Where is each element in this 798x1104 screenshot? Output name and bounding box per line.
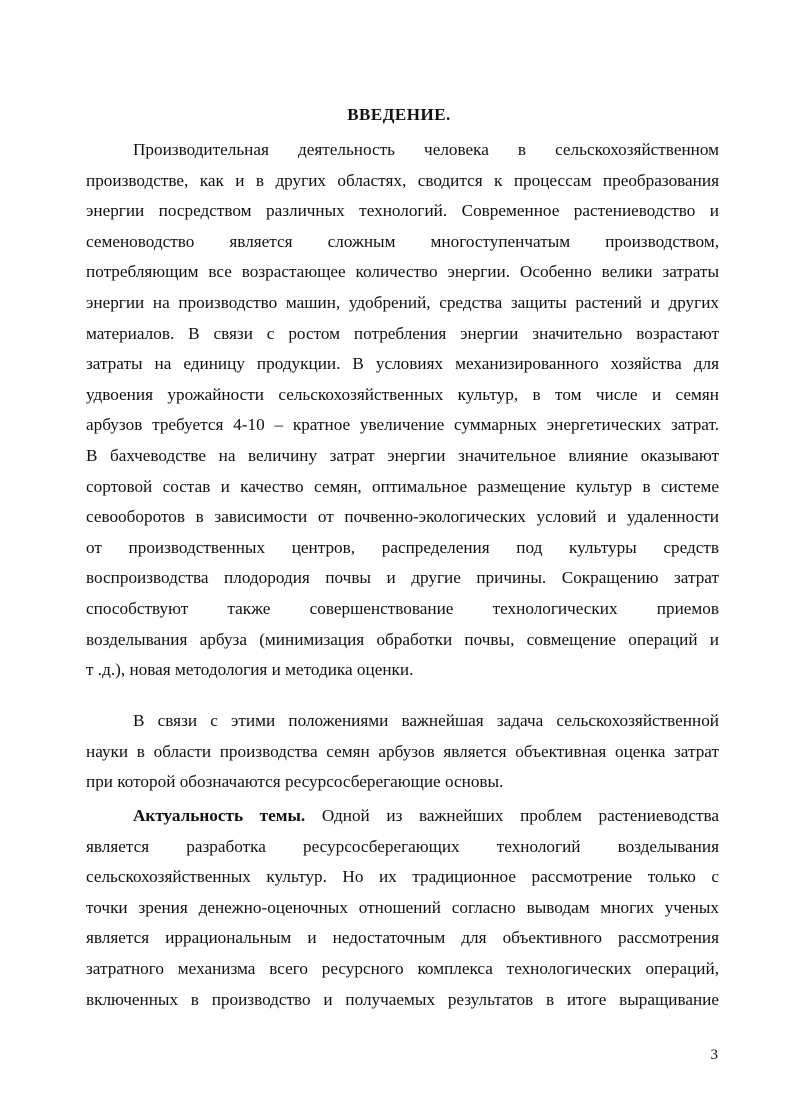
- text-line: В связи с этими положениями важнейшая задача сельскохозяйственной: [133, 711, 719, 730]
- text-line: энергии на производство машин, удобрений, средства защиты растений и других: [86, 292, 719, 312]
- text-line: способствуют также совершенствование технологических приемов: [86, 598, 719, 618]
- paragraph-relevance: [86, 801, 719, 1015]
- text-line: Производительная деятельность человека в сельскохозяйственном: [133, 140, 719, 159]
- text-line: энергии посредством различных технологий. Современное растениеводство и: [86, 201, 719, 221]
- text-line: воспроизводства плодородия почвы и другие причины. Сокращению затрат: [86, 568, 719, 588]
- text-line: точки зрения денежно-оценочных отношений согласно выводам многих ученых: [86, 897, 719, 917]
- text-line: севооборотов в зависимости от почвенно-экологических условий и удаленности: [86, 507, 719, 527]
- text-line: В бахчеводстве на величину затрат энергии значительное влияние оказывают: [86, 445, 719, 465]
- paragraph-introduction: [86, 135, 719, 686]
- text-line: т .д.), новая методология и методика оценки.: [86, 660, 414, 680]
- text-line: затраты на единицу продукции. В условиях механизированного хозяйства для: [86, 354, 719, 374]
- text-line: арбузов требуется 4-10 – кратное увеличение суммарных энергетических затрат.: [86, 415, 719, 435]
- text-line: сельскохозяйственных культур. Но их традиционное рассмотрение только с: [86, 867, 719, 887]
- text-line: от производственных центров, распределения под культуры средств: [86, 537, 719, 557]
- text-line: семеноводство является сложным многоступенчатым производством,: [86, 231, 719, 251]
- relevance-first-line: Одной из важнейших проблем растениеводства: [321, 806, 720, 825]
- text-line: производстве, как и в других областях, сводится к процессам преобразования: [86, 170, 719, 190]
- text-line: включенных в производство и получаемых результатов в итоге выращивание: [86, 989, 719, 1009]
- paragraph-task: [86, 706, 719, 798]
- text-line: удвоения урожайности сельскохозяйственных культур, в том числе и семян: [86, 384, 719, 404]
- text-line: науки в области производства семян арбузов является объективная оценка затрат: [86, 741, 719, 761]
- text-line: сортовой состав и качество семян, оптимальное размещение культур в системе: [86, 476, 719, 496]
- text-line: затратного механизма всего ресурсного комплекса технологических операций,: [86, 958, 719, 978]
- text-line: материалов. В связи с ростом потребления энергии значительно возрастают: [86, 323, 719, 343]
- text-line: возделывания арбуза (минимизация обработки почвы, совмещение операций и: [86, 629, 719, 649]
- text-line: при которой обозначаются ресурсосберегающие основы.: [86, 772, 504, 792]
- text-line: потребляющим все возрастающее количество энергии. Особенно велики затраты: [86, 262, 719, 282]
- relevance-lead: Актуальность темы.: [133, 806, 306, 825]
- text-line: [86, 801, 719, 832]
- page-number: 3: [710, 1047, 718, 1063]
- text-line: является иррациональным и недостаточным для объективного рассмотрения: [86, 928, 719, 948]
- text-line: является разработка ресурсосберегающих технологий возделывания: [86, 836, 719, 856]
- page-title: ВВЕДЕНИЕ.: [347, 105, 451, 124]
